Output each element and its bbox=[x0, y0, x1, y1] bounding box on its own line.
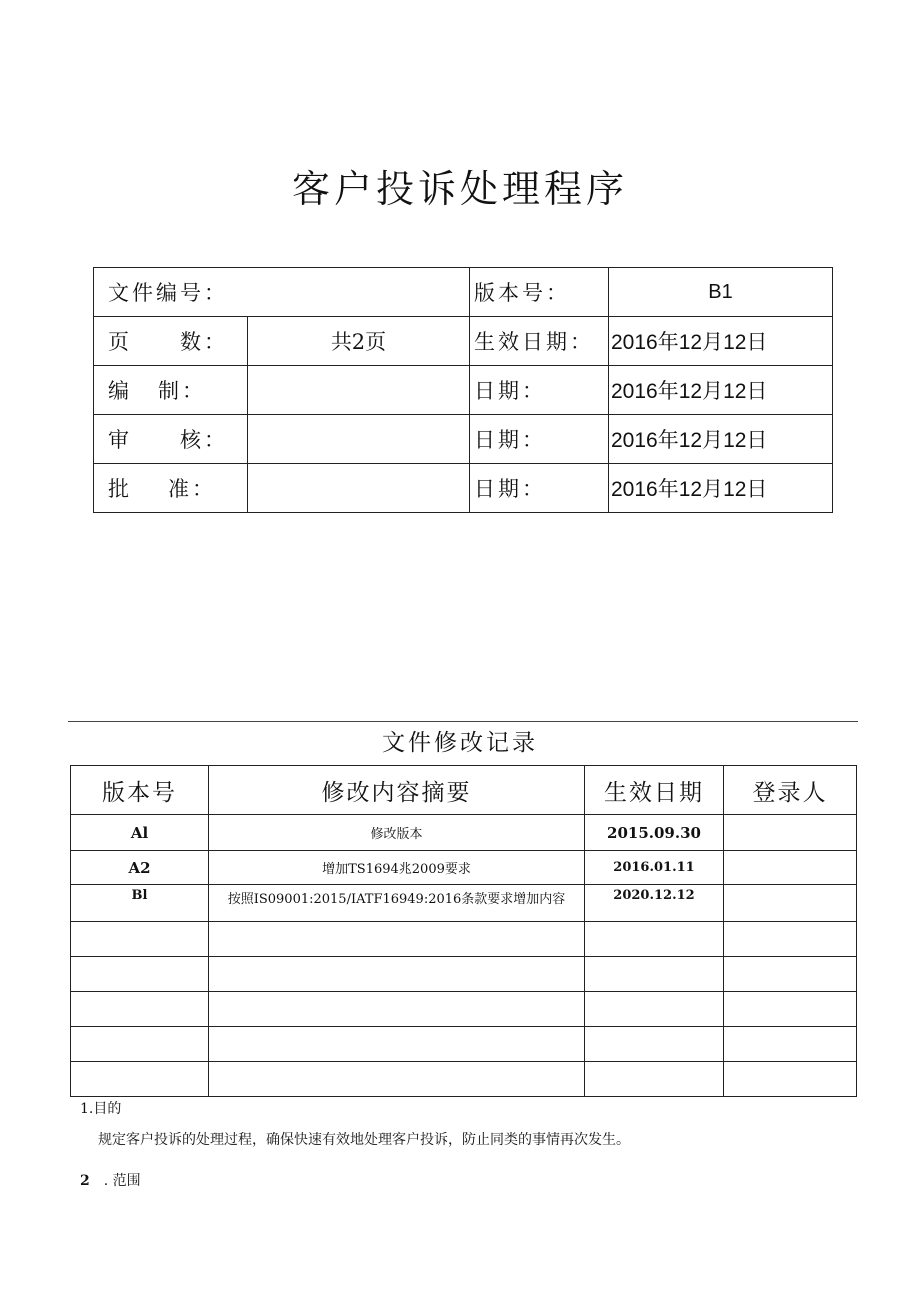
revision-recorder bbox=[724, 815, 857, 851]
revision-recorder bbox=[724, 885, 857, 922]
section-2-heading bbox=[80, 1170, 141, 1190]
section-2-title: . 范围 bbox=[103, 1173, 141, 1189]
prepared-date-label: 日期： bbox=[470, 366, 609, 415]
table-row-empty bbox=[71, 1027, 857, 1062]
approved-row bbox=[94, 464, 833, 513]
table-row-empty bbox=[71, 922, 857, 957]
reviewed-row bbox=[94, 415, 833, 464]
revision-record-title: 文件修改记录 bbox=[382, 730, 538, 756]
approved-label: 批 准： bbox=[94, 464, 248, 513]
reviewed-signature bbox=[248, 415, 470, 464]
version-value: B1 bbox=[609, 268, 833, 317]
revision-table bbox=[70, 765, 857, 1097]
revision-summary: 增加TS1694兆2009要求 bbox=[209, 851, 585, 885]
revision-version: Bl bbox=[71, 885, 209, 922]
document-title: 客户投诉处理程序 bbox=[291, 167, 628, 211]
revision-date: 2015.09.30 bbox=[585, 815, 724, 851]
revision-summary: 修改版本 bbox=[209, 815, 585, 851]
document-info-table bbox=[93, 267, 833, 513]
table-row bbox=[71, 851, 857, 885]
doc-number-label: 文件编号： bbox=[94, 268, 470, 317]
effective-date-label: 生效日期： bbox=[470, 317, 609, 366]
revision-recorder bbox=[724, 851, 857, 885]
reviewed-label: 审 核： bbox=[94, 415, 248, 464]
pages-label: 页 数： bbox=[94, 317, 248, 366]
reviewed-date-value: 2016年12月12日 bbox=[609, 415, 833, 464]
table-row-empty bbox=[71, 992, 857, 1027]
approved-date-label: 日期： bbox=[470, 464, 609, 513]
header-recorder: 登录人 bbox=[724, 766, 857, 815]
effective-date-value: 2016年12月12日 bbox=[609, 317, 833, 366]
section-1-heading: 1.目的 bbox=[80, 1101, 122, 1117]
section-2-number: 2 bbox=[80, 1173, 90, 1189]
prepared-signature bbox=[248, 366, 470, 415]
revision-header-row bbox=[71, 766, 857, 815]
prepared-label: 编 制： bbox=[94, 366, 248, 415]
prepared-row bbox=[94, 366, 833, 415]
section-1-text: 规定客户投诉的处理过程，确保快速有效地处理客户投诉，防止同类的事情再次发生。 bbox=[98, 1132, 630, 1148]
revision-date: 2020.12.12 bbox=[585, 885, 724, 922]
pages-value: 共2页 bbox=[248, 317, 470, 366]
header-effective-date: 生效日期 bbox=[585, 766, 724, 815]
header-summary: 修改内容摘要 bbox=[209, 766, 585, 815]
revision-summary: 按照IS09001:2015/IATF16949:2016条款要求增加内容 bbox=[209, 885, 585, 922]
prepared-date-value: 2016年12月12日 bbox=[609, 366, 833, 415]
pages-row bbox=[94, 317, 833, 366]
reviewed-date-label: 日期： bbox=[470, 415, 609, 464]
table-row-empty bbox=[71, 1062, 857, 1097]
table-row bbox=[71, 815, 857, 851]
revision-version: A2 bbox=[71, 851, 209, 885]
section-divider bbox=[68, 721, 858, 722]
table-row-empty bbox=[71, 957, 857, 992]
revision-version: Al bbox=[71, 815, 209, 851]
doc-number-row bbox=[94, 268, 833, 317]
table-row bbox=[71, 885, 857, 922]
approved-signature bbox=[248, 464, 470, 513]
revision-date: 2016.01.11 bbox=[585, 851, 724, 885]
version-label: 版本号： bbox=[470, 268, 609, 317]
approved-date-value: 2016年12月12日 bbox=[609, 464, 833, 513]
header-version: 版本号 bbox=[71, 766, 209, 815]
